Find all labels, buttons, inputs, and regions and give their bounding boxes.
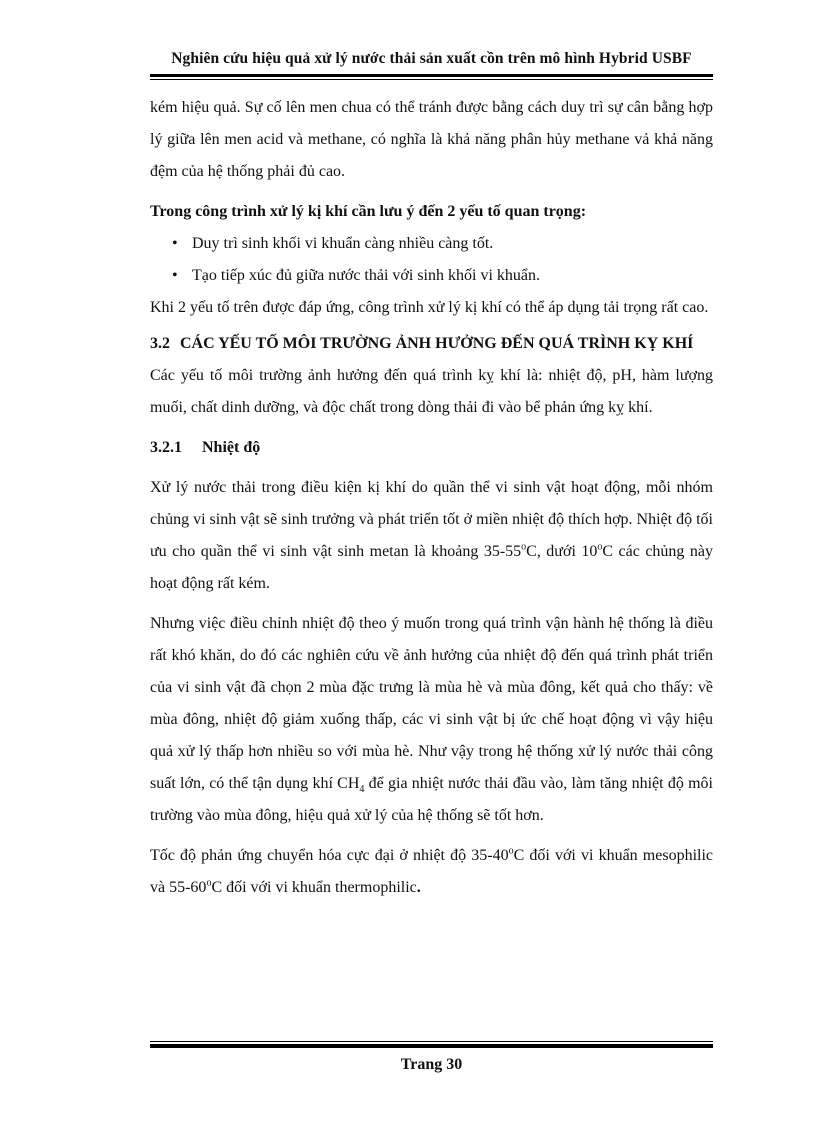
running-header: Nghiên cứu hiệu quả xử lý nước thải sản xuất cồn trên mô hình Hybrid USBF: [171, 50, 692, 67]
header-rule-thin: [150, 79, 713, 80]
subsection-number: 3.2.1: [150, 439, 182, 456]
paragraph: Các yếu tố môi trường ảnh hưởng đến quá trình kỵ khí là: nhiệt độ, pH, hàm lượng muối, chất dinh dưỡng, và độc chất trong dòng thải đi vào bể phản ứng kỵ khí.: [150, 367, 713, 416]
section-heading: [150, 328, 713, 360]
bullet-icon: •: [172, 267, 178, 284]
text-run: C, dưới 10: [526, 543, 598, 560]
text-run: để gia nhiệt nước thải đầu vào, làm tăng nhiệt độ môi trường vào mùa đông, hiệu quả xử lý của hệ thống sẽ tốt hơn.: [150, 775, 713, 824]
text-run: C đối với vi khuẩn thermophilic: [211, 879, 417, 896]
list-item: [150, 260, 713, 292]
paragraph: [150, 472, 713, 600]
bullet-list: [150, 228, 713, 292]
footer-rule-thin: [150, 1041, 713, 1042]
degree-superscript: o: [206, 877, 212, 889]
section-title: CÁC YẾU TỐ MÔI TRƯỜNG ẢNH HƯỞNG ĐẾN QUÁ TRÌNH KỴ KHÍ: [180, 335, 694, 352]
subscript: 4: [359, 784, 365, 796]
footer-rule-thick: [150, 1044, 713, 1048]
paragraph: [150, 840, 713, 904]
text-run: .: [416, 879, 421, 896]
list-item-text: Duy trì sinh khối vi khuẩn càng nhiều càng tốt.: [192, 235, 494, 252]
list-item-text: Tạo tiếp xúc đủ giữa nước thải với sinh khối vi khuẩn.: [192, 267, 540, 284]
degree-superscript: o: [508, 845, 514, 857]
paragraph: [150, 608, 713, 832]
section-number: 3.2: [150, 335, 170, 352]
text-run: C các chủng này hoạt động rất kém.: [150, 543, 714, 592]
text-run: Tốc độ phản ứng chuyển hóa cực đại ở nhiệt độ 35-40: [150, 847, 509, 864]
subsection-title: Nhiệt độ: [202, 439, 261, 456]
text-run: Xử lý nước thải trong điều kiện kị khí do quần thể vi sinh vật hoạt động, mỗi nhóm chủng vi sinh vật sẽ sinh trưởng và phát triển tốt ở miền nhiệt độ thích hợp. Nhiệt độ tối ưu cho quần thể vi sinh vật sinh metan là khoảng 35-55: [150, 479, 713, 560]
header-rule-thick: [150, 74, 713, 77]
page-body: [150, 92, 713, 904]
degree-superscript: o: [597, 541, 603, 553]
paragraph: Khi 2 yếu tố trên được đáp ứng, công trình xử lý kị khí có thể áp dụng tải trọng rất cao.: [150, 299, 709, 316]
bold-intro: Trong công trình xử lý kị khí cần lưu ý đến 2 yếu tố quan trọng:: [150, 203, 587, 220]
text-run: C đối với vi khuẩn mesophilic và 55-60: [150, 847, 714, 896]
paragraph: kém hiệu quả. Sự cố lên men chua có thể tránh được bằng cách duy trì sự cân bằng hợp lý giữa lên men acid và methane, có nghĩa là khả năng phân hủy methane vả khả năng đệm của hệ thống phải đủ cao.: [150, 99, 713, 180]
page-number: Trang 30: [400, 1056, 463, 1073]
degree-superscript: o: [521, 541, 527, 553]
list-item: [150, 228, 713, 260]
subsection-heading: [150, 432, 713, 464]
bullet-icon: •: [172, 235, 178, 252]
text-run: Nhưng việc điều chỉnh nhiệt độ theo ý muốn trong quá trình vận hành hệ thống là điều rất khó khăn, do đó các nghiên cứu về ảnh hưởng của nhiệt độ đến quá trình phát triển của vi sinh vật đã chọn 2 mùa đặc trưng là mùa hè và mùa đông, kết quả cho thấy: về mùa đông, nhiệt độ giảm xuống thấp, các vi sinh vật bị ức chế hoạt động vì vậy hiệu quả xử lý thấp hơn nhiều so với mùa hè. Như vậy trong hệ thống xử lý nước thải công suất lớn, có thể tận dụng khí CH: [150, 615, 713, 792]
